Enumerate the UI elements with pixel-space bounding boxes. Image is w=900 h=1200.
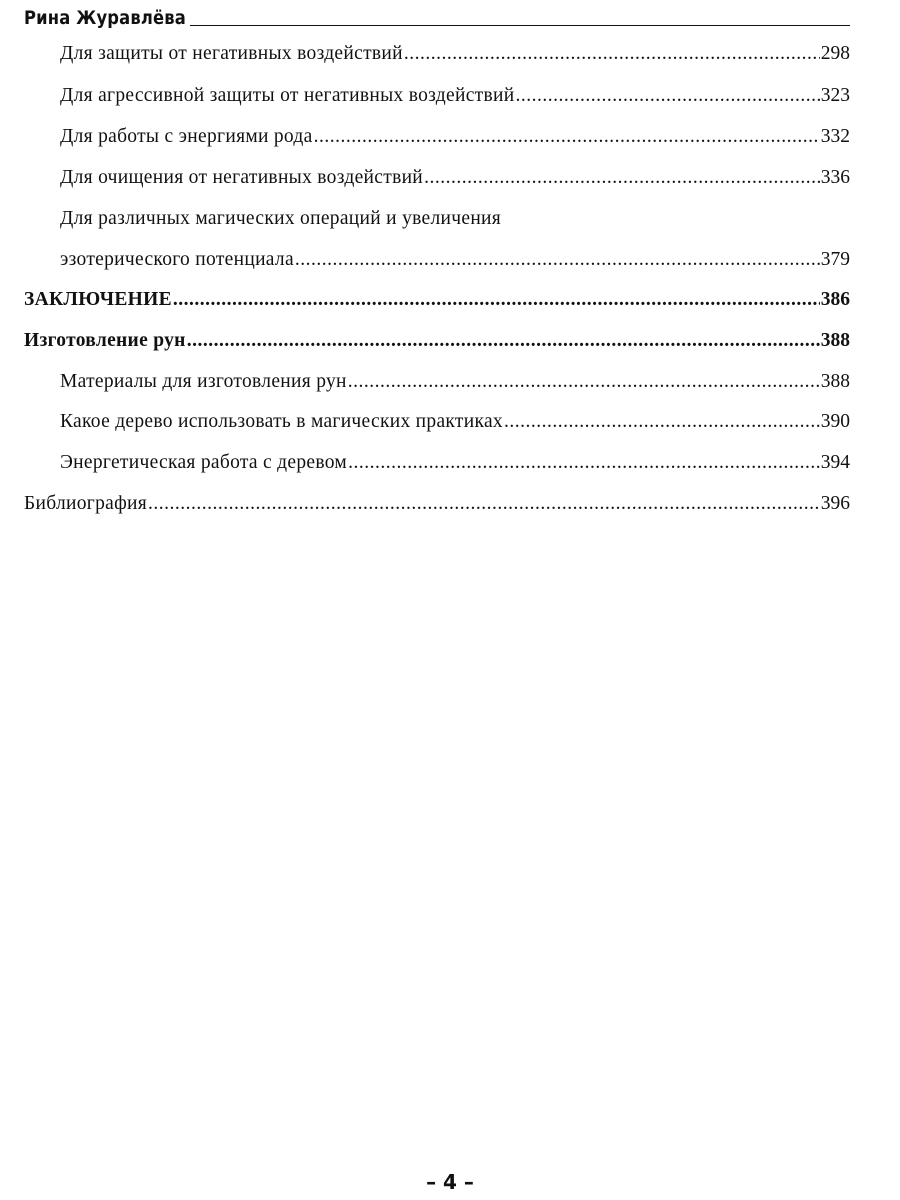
toc-entry-title: Какое дерево использовать в магических практиках (60, 411, 503, 432)
leader-dots (515, 84, 819, 108)
toc-entry-page: 388 (820, 330, 850, 351)
toc-entry-title: Для защиты от негативных воздействий (60, 43, 403, 64)
header-rule (190, 25, 850, 26)
leader-dots (404, 42, 820, 66)
toc-entry-page: 388 (820, 371, 850, 392)
toc-entry-page: 390 (820, 411, 850, 432)
toc-entry-page: 394 (820, 452, 850, 473)
toc-entry-page: 298 (820, 43, 850, 64)
toc-entry[interactable] (60, 125, 850, 149)
toc-entry-title: Материалы для изготовления рун (60, 371, 347, 392)
toc-chapter-entry[interactable] (24, 329, 850, 353)
toc-entry[interactable] (60, 166, 850, 190)
toc-entry-page: 323 (820, 85, 850, 106)
toc-entry[interactable] (60, 84, 850, 108)
toc-entry[interactable] (60, 248, 850, 272)
leader-dots (173, 288, 820, 312)
leader-dots (424, 166, 820, 190)
toc-entry-title: Для работы с энергиями рода (60, 126, 313, 147)
toc-entry-title: ЗАКЛЮЧЕНИЕ (24, 289, 172, 310)
toc-entry[interactable] (24, 492, 850, 516)
toc-entry[interactable] (60, 451, 850, 475)
leader-dots (314, 125, 820, 149)
toc-entry[interactable] (60, 370, 850, 394)
toc-entry-page: 332 (820, 126, 850, 147)
toc-entry-title: эзотерического потенциала (60, 249, 294, 270)
toc-entry-page: 386 (820, 289, 850, 310)
author-name: Рина Журавлёва (24, 7, 186, 29)
leader-dots (504, 410, 820, 434)
toc-entry[interactable] (60, 410, 850, 434)
page-number: – 4 – (426, 1170, 474, 1194)
toc-entry-page: 336 (820, 167, 850, 188)
leader-dots (295, 248, 820, 272)
toc-entry-title: Энергетическая работа с деревом (60, 452, 348, 473)
leader-dots (148, 492, 820, 516)
toc-entry-title: Для агрессивной защиты от негативных воздействий (60, 85, 515, 106)
leader-dots (348, 451, 820, 475)
toc-chapter-entry[interactable] (24, 288, 850, 312)
leader-dots (348, 370, 820, 394)
toc-entry-title: Для очищения от негативных воздействий (60, 167, 424, 188)
leader-dots (187, 329, 820, 353)
toc-entry-title: Изготовление рун (24, 330, 186, 351)
toc-entry[interactable] (60, 42, 850, 66)
toc-entry-title-first-line[interactable]: Для различных магических операций и увеличения (60, 208, 502, 229)
toc-entry-page: 379 (820, 249, 850, 270)
toc-entry-page: 396 (820, 493, 850, 514)
toc-entry-title: Библиография (24, 493, 148, 514)
running-header (24, 6, 850, 28)
